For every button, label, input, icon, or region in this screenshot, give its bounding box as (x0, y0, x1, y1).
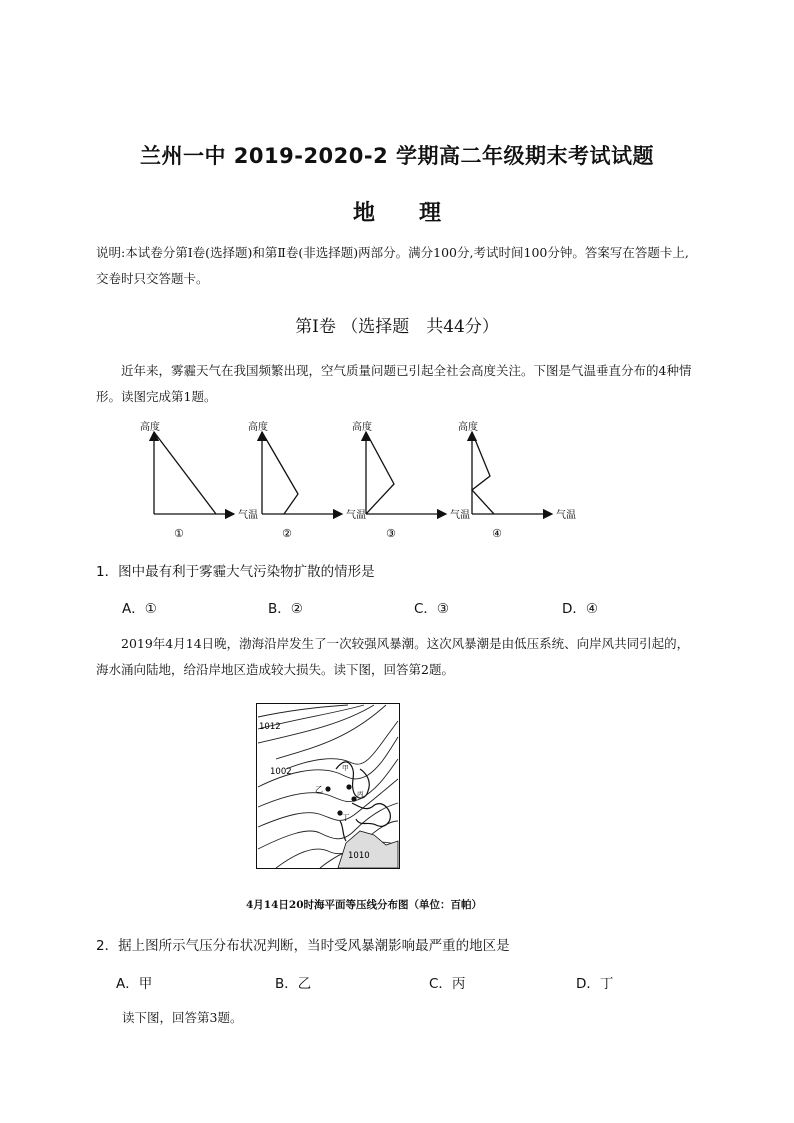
passage-3: 读下图，回答第3题。 (122, 1010, 243, 1025)
exam-title: 兰州一中 2019-2020-2 学期高二年级期末考试试题 (139, 144, 655, 168)
y-axis-label: 高度 (352, 422, 372, 433)
passage-2: 2019年4月14日晚，渤海沿岸发生了一次较强风暴潮。这次风暴潮是由低压系统、向岸风共同引起的，海水涌向陆地，给沿岸地区造成较大损失。读下图，回答第2题。 (96, 636, 690, 677)
x-axis-label: 气温 (346, 510, 366, 521)
question-2: 2．据上图所示气压分布状况判断，当时受风暴潮影响最严重的地区是 (96, 938, 510, 954)
profile-panel-3 (352, 420, 470, 540)
q1-option-d: D．④ (562, 601, 598, 617)
q2-option-d: D．丁 (576, 976, 614, 992)
x-axis-label: 气温 (556, 510, 576, 521)
place-label-yi: 乙 (315, 785, 323, 794)
profile-panel-1 (140, 420, 258, 540)
place-label-ding: 丁 (342, 813, 350, 822)
isobar-label-1010: 1010 (348, 851, 370, 861)
q2-option-a: A．甲 (116, 976, 153, 992)
panel-label: ④ (492, 527, 502, 540)
subject-char-1: 地 (352, 201, 375, 226)
panel-label: ③ (386, 527, 396, 540)
temperature-curve (154, 432, 216, 514)
passage-1: 近年来，雾霾天气在我国频繁出现，空气质量问题已引起全社会高度关注。下图是气温垂直分布的4种情形。读图完成第1题。 (96, 363, 692, 404)
subject-char-2: 理 (419, 201, 442, 226)
x-axis-label: 气温 (238, 510, 258, 521)
profile-panel-4 (458, 420, 576, 540)
temperature-profile-figure (140, 420, 600, 545)
x-axis-label: 气温 (450, 510, 470, 521)
subject-title (0, 196, 794, 227)
map-caption: 4月14日20时海平面等压线分布图（单位：百帕） (245, 899, 483, 911)
exam-instructions: 说明:本试卷分第Ⅰ卷(选择题)和第Ⅱ卷(非选择题)两部分。满分100分,考试时间100分钟。答案写在答题卡上,交卷时只交答题卡。 (96, 245, 689, 286)
y-axis-label: 高度 (458, 422, 478, 433)
temperature-curve (472, 432, 494, 514)
panel-label: ① (174, 527, 184, 540)
q2-option-c: C．丙 (429, 976, 466, 992)
profile-panel-2 (248, 420, 366, 540)
panel-label: ② (282, 527, 292, 540)
question-1: 1．图中最有利于雾霾大气污染物扩散的情形是 (96, 564, 375, 580)
q1-option-c: C．③ (414, 601, 450, 617)
isobar-label-1002: 1002 (270, 767, 292, 777)
q2-option-b: B．乙 (275, 976, 312, 992)
y-axis-label: 高度 (140, 422, 160, 433)
temperature-curve (366, 432, 394, 514)
y-axis-label: 高度 (248, 422, 268, 433)
place-label-jia: 甲 (342, 764, 349, 772)
place-label-bing: 丙 (357, 790, 364, 798)
temperature-curve (262, 432, 298, 514)
isobar-map (256, 703, 400, 869)
section-title: 第Ⅰ卷 （选择题 共44分） (295, 317, 499, 337)
q1-option-a: A．① (122, 601, 157, 617)
q1-option-b: B．② (268, 601, 303, 617)
isobar-label-1012: 1012 (259, 722, 281, 732)
